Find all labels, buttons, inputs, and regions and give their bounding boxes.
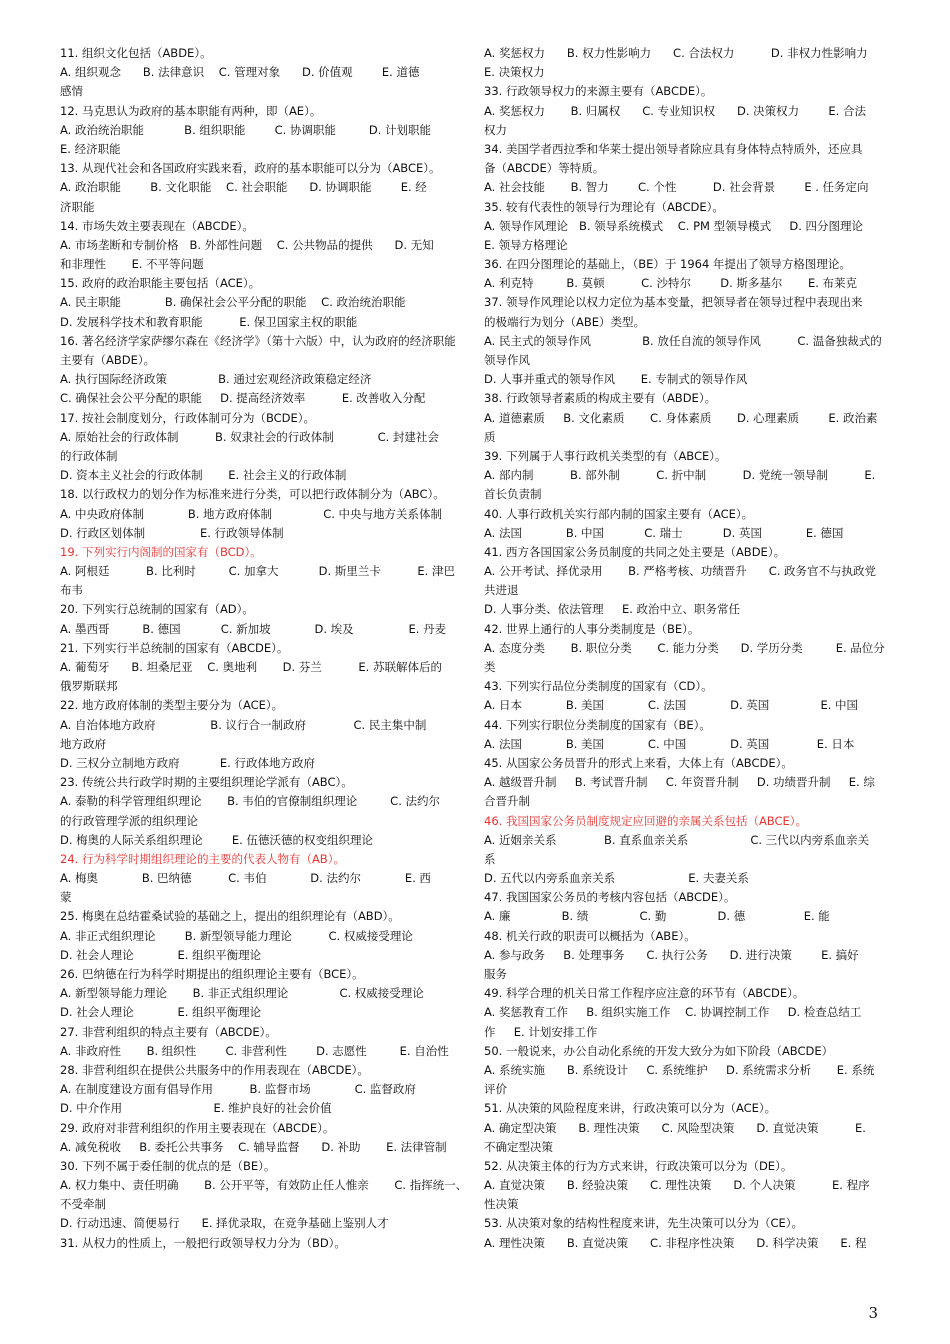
text-line: 蒙: [60, 890, 72, 905]
text-line: A. 道德素质 B. 文化素质 C. 身体素质 D. 心理素质 E. 政治素: [484, 410, 878, 425]
text-line: 19. 下列实行内阁制的国家有（BCD）。: [60, 544, 262, 559]
text-line: D. 人事分类、依法管理 E. 政治中立、职务常任: [484, 602, 741, 617]
text-line: 18. 以行政权力的划分作为标准来进行分类，可以把行政体制分为（ABC）。: [60, 487, 445, 502]
text-line: 28. 非营利组织在提供公共服务中的作用表现在（ABCDE）。: [60, 1062, 369, 1077]
text-line: 42. 世界上通行的人事分类制度是（BE）。: [484, 621, 700, 636]
text-line: A. 参与政务 B. 处理事务 C. 执行公务 D. 进行决策 E. 搞好: [484, 947, 859, 962]
text-line: A. 法国 B. 中国 C. 瑞士 D. 英国 E. 德国: [484, 525, 844, 540]
text-line: D. 社会人理论 E. 组织平衡理论: [60, 1005, 262, 1020]
text-line: D. 行政区划体制 E. 行政领导体制: [60, 525, 284, 540]
text-line: D. 行动迅速、简便易行 E. 择优录取，在竞争基础上鉴别人才: [60, 1216, 389, 1231]
text-line: 合晋升制: [484, 794, 530, 809]
text-line: 47. 我国国家公务员的考核内容包括（ABCDE）。: [484, 890, 736, 905]
text-line: A. 法国 B. 美国 C. 中国 D. 英国 E. 日本: [484, 736, 855, 751]
text-line: 不确定型决策: [484, 1139, 553, 1154]
text-line: A. 理性决策 B. 直觉决策 C. 非程序性决策 D. 科学决策 E. 程: [484, 1235, 867, 1250]
text-line: 38. 行政领导者素质的构成主要有（ABDE）。: [484, 391, 717, 406]
text-line: A. 民主职能 B. 确保社会公平分配的职能 C. 政治统治职能: [60, 295, 406, 310]
text-line: 48. 机关行政的职责可以概括为（ABE）。: [484, 928, 696, 943]
text-line: A. 墨西哥 B. 德国 C. 新加坡 D. 埃及 E. 丹麦: [60, 621, 447, 636]
text-line: 34. 美国学者西拉季和华莱士提出领导者除应具有身体特点特质外，还应具: [484, 141, 863, 156]
text-line: A. 泰勒的科学管理组织理论 B. 韦伯的官僚制组织理论 C. 法约尔: [60, 794, 441, 809]
text-line: E. 经济职能: [60, 141, 121, 156]
text-line: D. 资本主义社会的行政体制 E. 社会主义的行政体制: [60, 468, 347, 483]
text-line: A. 部内制 B. 部外制 C. 折中制 D. 党统一领导制 E.: [484, 468, 876, 483]
text-line: 37. 领导作风理论以权力定位为基本变量，把领导者在领导过程中表现出来: [484, 295, 863, 310]
text-line: A. 非政府性 B. 组织性 C. 非营利性 D. 志愿性 E. 自治性: [60, 1043, 449, 1058]
text-line: A. 权力集中、责任明确 B. 公开平等，有效防止任人惟亲 C. 指挥统一、: [60, 1178, 468, 1193]
text-line: 感情: [60, 84, 83, 99]
text-line: A. 在制度建设方面有倡导作用 B. 监督市场 C. 监督政府: [60, 1082, 416, 1097]
text-line: D. 梅奥的人际关系组织理论 E. 伍德沃德的权变组织理论: [60, 832, 373, 847]
text-line: A. 阿根廷 B. 比利时 C. 加拿大 D. 斯里兰卡 E. 津巴: [60, 564, 455, 579]
text-line: 24. 行为科学时期组织理论的主要的代表人物有（AB）。: [60, 851, 345, 866]
text-line: 地方政府: [60, 736, 106, 751]
text-line: A. 直觉决策 B. 经验决策 C. 理性决策 D. 个人决策 E. 程序: [484, 1178, 870, 1193]
text-line: 39. 下列属于人事行政机关类型的有（ABCE）。: [484, 448, 727, 463]
text-line: 33. 行政领导权力的来源主要有（ABCDE）。: [484, 84, 713, 99]
text-line: 41. 西方各国国家公务员制度的共同之处主要是（ABDE）。: [484, 544, 786, 559]
page-number: 3: [868, 1304, 878, 1322]
text-line: A. 确定型决策 B. 理性决策 C. 风险型决策 D. 直觉决策 E.: [484, 1120, 866, 1135]
text-line: 11. 组织文化包括（ABDE）。: [60, 46, 212, 60]
text-line: 50. 一般说来，办公自动化系统的开发大致分为如下阶段（ABCDE）: [484, 1043, 834, 1058]
text-line: A. 日本 B. 美国 C. 法国 D. 英国 E. 中国: [484, 698, 859, 713]
text-line: A. 近姻亲关系 B. 直系血亲关系 C. 三代以内旁系血亲关: [484, 832, 870, 847]
text-line: E. 决策权力: [484, 65, 545, 80]
text-line: 权力: [484, 122, 507, 137]
text-line: D. 五代以内旁系血亲关系 E. 夫妻关系: [484, 871, 749, 886]
text-line: 不受牵制: [60, 1197, 106, 1212]
text-line: A. 中央政府体制 B. 地方政府体制 C. 中央与地方关系体制: [60, 506, 443, 521]
text-line: 主要有（ABDE）。: [60, 353, 156, 367]
text-line: A. 奖惩权力 B. 权力性影响力 C. 合法权力 D. 非权力性影响力: [484, 46, 868, 60]
text-line: A. 市场垄断和专制价格 B. 外部性问题 C. 公共物品的提供 D. 无知: [60, 237, 434, 252]
text-line: A. 廉 B. 绩 C. 勤 D. 德 E. 能: [484, 909, 830, 924]
text-line: 35. 较有代表性的领导行为理论有（ABCDE）。: [484, 199, 724, 214]
text-line: 俄罗斯联邦: [60, 679, 118, 694]
text-line: 14. 市场失效主要表现在（ABCDE）。: [60, 218, 254, 233]
text-line: 领导作风: [484, 353, 530, 367]
text-line: 21. 下列实行半总统制的国家有（ABCDE）。: [60, 640, 289, 655]
text-line: 36. 在四分图理论的基础上，（BE）于 1964 年提出了领导方格图理论。: [484, 257, 851, 272]
text-line: 济职能: [60, 199, 95, 214]
text-line: 29. 政府对非营利组织的作用主要表现在（ABCDE）。: [60, 1120, 335, 1135]
text-line: A. 系统实施 B. 系统设计 C. 系统维护 D. 系统需求分析 E. 系统: [484, 1062, 875, 1077]
text-line: 52. 从决策主体的行为方式来讲，行政决策可以分为（DE）。: [484, 1158, 793, 1173]
left-column: [60, 44, 468, 1253]
text-line: 备（ABCDE）等特质。: [484, 161, 605, 176]
text-line: 评价: [484, 1082, 507, 1097]
text-line: A. 利克特 B. 莫顿 C. 沙特尔 D. 斯多基尔 E. 布莱克: [484, 276, 858, 291]
text-line: 13. 从现代社会和各国政府实践来看，政府的基本职能可以分为（ABCE）。: [60, 161, 441, 176]
text-line: 53. 从决策对象的结构性程度来讲，先生决策可以分为（CE）。: [484, 1216, 803, 1231]
text-line: 的极端行为划分（ABE）类型。: [484, 314, 646, 329]
text-line: A. 非正式组织理论 B. 新型领导能力理论 C. 权威接受理论: [60, 928, 413, 943]
text-line: A. 梅奥 B. 巴纳德 C. 韦伯 D. 法约尔 E. 西: [60, 871, 431, 886]
text-line: 共进退: [484, 583, 519, 598]
text-line: D. 三权分立制地方政府 E. 行政体地方政府: [60, 755, 315, 770]
text-line: A. 葡萄牙 B. 坦桑尼亚 C. 奥地利 D. 芬兰 E. 苏联解体后的: [60, 660, 442, 674]
text-line: A. 民主式的领导作风 B. 放任自流的领导作风 C. 温备独裁式的: [484, 333, 882, 348]
text-line: A. 原始社会的行政体制 B. 奴隶社会的行政体制 C. 封建社会: [60, 429, 439, 444]
text-line: 30. 下列不属于委任制的优点的是（BE）。: [60, 1158, 276, 1173]
text-line: A. 政治统治职能 B. 组织职能 C. 协调职能 D. 计划职能: [60, 122, 432, 137]
text-line: D. 发展科学技术和教育职能 E. 保卫国家主权的职能: [60, 314, 358, 329]
text-line: 作 E. 计划安排工作: [484, 1024, 598, 1039]
text-line: D. 人事并重式的领导作风 E. 专制式的领导作风: [484, 372, 748, 387]
text-line: 45. 从国家公务员晋升的形式上来看，大体上有（ABCDE）。: [484, 755, 793, 770]
text-line: 27. 非营利组织的特点主要有（ABCDE）。: [60, 1024, 277, 1039]
text-line: D. 社会人理论 E. 组织平衡理论: [60, 947, 262, 962]
text-line: 布韦: [60, 583, 83, 598]
text-line: A. 政治职能 B. 文化职能 C. 社会职能 D. 协调职能 E. 经: [60, 180, 427, 195]
text-line: 首长负责制: [484, 487, 542, 502]
text-line: D. 中介作用 E. 维护良好的社会价值: [60, 1101, 332, 1116]
text-line: 40. 人事行政机关实行部内制的国家主要有（ACE）。: [484, 506, 754, 521]
text-line: 质: [484, 429, 496, 444]
text-line: 16. 著名经济学家萨缪尔森在《经济学》（第十六版）中，认为政府的经济职能: [60, 333, 456, 348]
text-line: A. 减免税收 B. 委托公共事务 C. 辅导监督 D. 补助 E. 法律管制: [60, 1139, 447, 1154]
text-line: A. 新型领导能力理论 B. 非正式组织理论 C. 权威接受理论: [60, 986, 424, 1001]
text-line: 15. 政府的政治职能主要包括（ACE）。: [60, 276, 261, 291]
text-line: 26. 巴纳德在行为科学时期提出的组织理论主要有（BCE）。: [60, 967, 364, 981]
text-line: 12. 马克思认为政府的基本职能有两种，即（AE）。: [60, 103, 322, 118]
text-line: A. 领导作风理论 B. 领导系统模式 C. PM 型领导模式 D. 四分图理论: [484, 218, 864, 233]
text-line: 31. 从权力的性质上，一般把行政领导权力分为（BD）。: [60, 1235, 346, 1250]
text-line: A. 越级晋升制 B. 考试晋升制 C. 年资晋升制 D. 功绩晋升制 E. 综: [484, 775, 875, 790]
text-line: C. 确保社会公平分配的职能 D. 提高经济效率 E. 改善收入分配: [60, 391, 426, 406]
text-line: 系: [484, 851, 496, 866]
text-line: 51. 从决策的风险程度来讲，行政决策可以分为（ACE）。: [484, 1101, 777, 1116]
text-line: 类: [484, 660, 496, 674]
text-line: 的行政管理学派的组织理论: [60, 813, 198, 828]
text-line: 性决策: [484, 1197, 519, 1212]
text-line: A. 执行国际经济政策 B. 通过宏观经济政策稳定经济: [60, 372, 372, 387]
right-column: [484, 44, 885, 1253]
text-line: 46. 我国国家公务员制度规定应回避的亲属关系包括（ABCE）。: [484, 813, 808, 828]
text-line: 49. 科学合理的机关日常工作程序应注意的环节有（ABCDE）。: [484, 986, 805, 1001]
text-line: A. 公开考试、择优录用 B. 严格考核、功绩晋升 C. 政务官不与执政党: [484, 564, 877, 579]
text-line: 22. 地方政府体制的类型主要分为（ACE）。: [60, 698, 284, 713]
text-line: A. 自治体地方政府 B. 议行合一制政府 C. 民主集中制: [60, 717, 427, 732]
text-line: 44. 下列实行职位分类制度的国家有（BE）。: [484, 717, 711, 732]
text-line: A. 奖惩教育工作 B. 组织实施工作 C. 协调控制工作 D. 检查总结工: [484, 1005, 862, 1020]
text-line: 服务: [484, 967, 507, 981]
text-line: A. 组织观念 B. 法律意识 C. 管理对象 D. 价值观 E. 道德: [60, 65, 420, 80]
text-line: A. 奖惩权力 B. 归属权 C. 专业知识权 D. 决策权力 E. 合法: [484, 103, 866, 118]
text-line: 20. 下列实行总统制的国家有（AD）。: [60, 602, 254, 617]
text-line: 和非理性 E. 不平等问题: [60, 257, 204, 272]
text-line: A. 社会技能 B. 智力 C. 个性 D. 社会背景 E . 任务定向: [484, 180, 869, 195]
text-line: 23. 传统公共行政学时期的主要组织理论学派有（ABC）。: [60, 775, 353, 790]
text-line: 43. 下列实行品位分类制度的国家有（CD）。: [484, 679, 713, 694]
text-line: 的行政体制: [60, 448, 118, 463]
text-line: E. 领导方格理论: [484, 237, 568, 252]
text-line: A. 态度分类 B. 职位分类 C. 能力分类 D. 学历分类 E. 品位分: [484, 640, 885, 655]
text-line: 17. 按社会制度划分，行政体制可分为（BCDE）。: [60, 410, 316, 425]
text-line: 25. 梅奥在总结霍桑试验的基础之上，提出的组织理论有（ABD）。: [60, 909, 400, 924]
